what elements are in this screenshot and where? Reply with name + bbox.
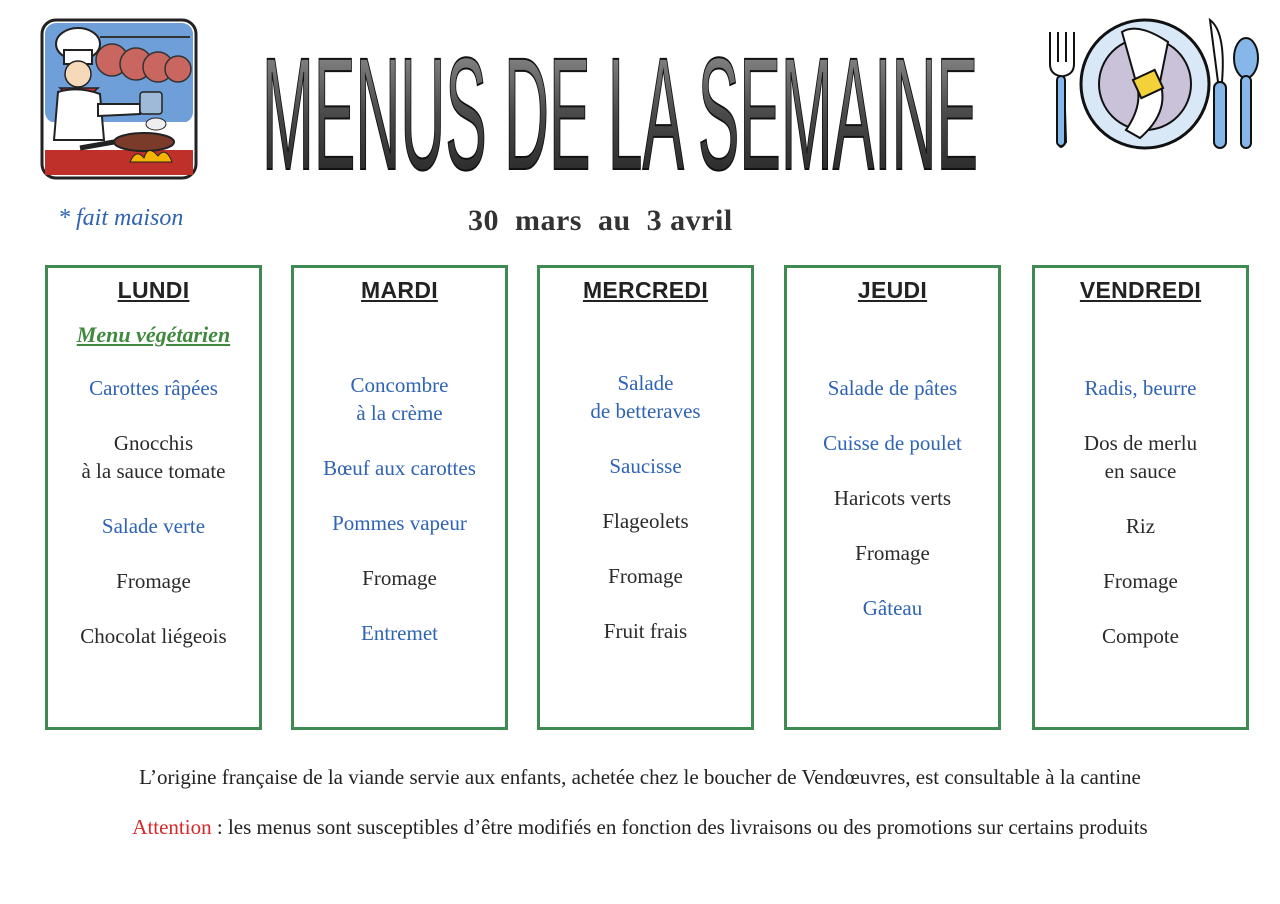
dish-item: Riz — [1125, 514, 1156, 538]
dish-item: Radis, beurre — [1084, 376, 1197, 400]
day-title: JEUDI — [857, 277, 928, 303]
day-column-jeudi — [784, 265, 1001, 730]
dish-item: Pommes vapeur — [332, 511, 467, 535]
dish-item: Compote — [1102, 624, 1179, 648]
dish-item: Fromage — [116, 569, 191, 593]
day-title: MARDI — [361, 277, 438, 303]
dish-item: Concombre à la crème — [350, 373, 449, 425]
day-column-mardi — [291, 265, 508, 730]
day-column-vendredi — [1032, 265, 1249, 730]
dish-item: Fromage — [608, 564, 683, 588]
dish-item: Fromage — [362, 566, 437, 590]
attention-label: Attention — [132, 815, 212, 839]
day-title: LUNDI — [117, 277, 190, 303]
day-column-mercredi — [537, 265, 754, 730]
day-title: MERCREDI — [582, 277, 709, 303]
dish-item: Carottes râpées — [89, 376, 218, 400]
dish-item: Dos de merlu en sauce — [1083, 431, 1198, 483]
dish-item: Cuisse de poulet — [823, 431, 962, 455]
day-title: VENDREDI — [1079, 277, 1202, 303]
attention-note — [0, 815, 1280, 840]
fait-maison-legend: * fait maison — [58, 205, 184, 231]
date-range: 30 mars au 3 avril — [468, 204, 733, 237]
dish-item: Gâteau — [862, 596, 923, 620]
dish-item: Haricots verts — [833, 486, 952, 510]
dish-item: Saucisse — [609, 454, 682, 478]
dish-item: Entremet — [361, 621, 438, 645]
dish-item: Gnocchis à la sauce tomate — [81, 431, 226, 483]
dish-item: Salade de pâtes — [827, 376, 958, 400]
plate-cutlery-icon — [1040, 12, 1270, 157]
dish-item: Salade de betteraves — [590, 371, 701, 423]
dish-item: Fromage — [855, 541, 930, 565]
day-column-lundi — [45, 265, 262, 730]
dish-item: Bœuf aux carottes — [323, 456, 476, 480]
dish-item: Chocolat liégeois — [80, 624, 227, 648]
vegetarian-menu-label: Menu végétarien — [76, 322, 231, 347]
dish-item: Salade verte — [101, 514, 206, 538]
dish-item: Fromage — [1103, 569, 1178, 593]
dish-item: Flageolets — [602, 509, 689, 533]
dish-item: Fruit frais — [603, 619, 688, 643]
chef-cooking-icon — [40, 12, 200, 182]
attention-text: : les menus sont susceptibles d’être modifiés en fonction des livraisons ou des promotions sur certains produits — [211, 815, 1148, 839]
meat-origin-note: L’origine française de la viande servie aux enfants, achetée chez le boucher de Vendœuvres, est consultable à la cantine — [139, 765, 1141, 789]
page-title — [250, 14, 990, 189]
svg-text:MENUS DE LA SEMAINE: MENUS DE LA SEMAINE — [262, 24, 978, 189]
